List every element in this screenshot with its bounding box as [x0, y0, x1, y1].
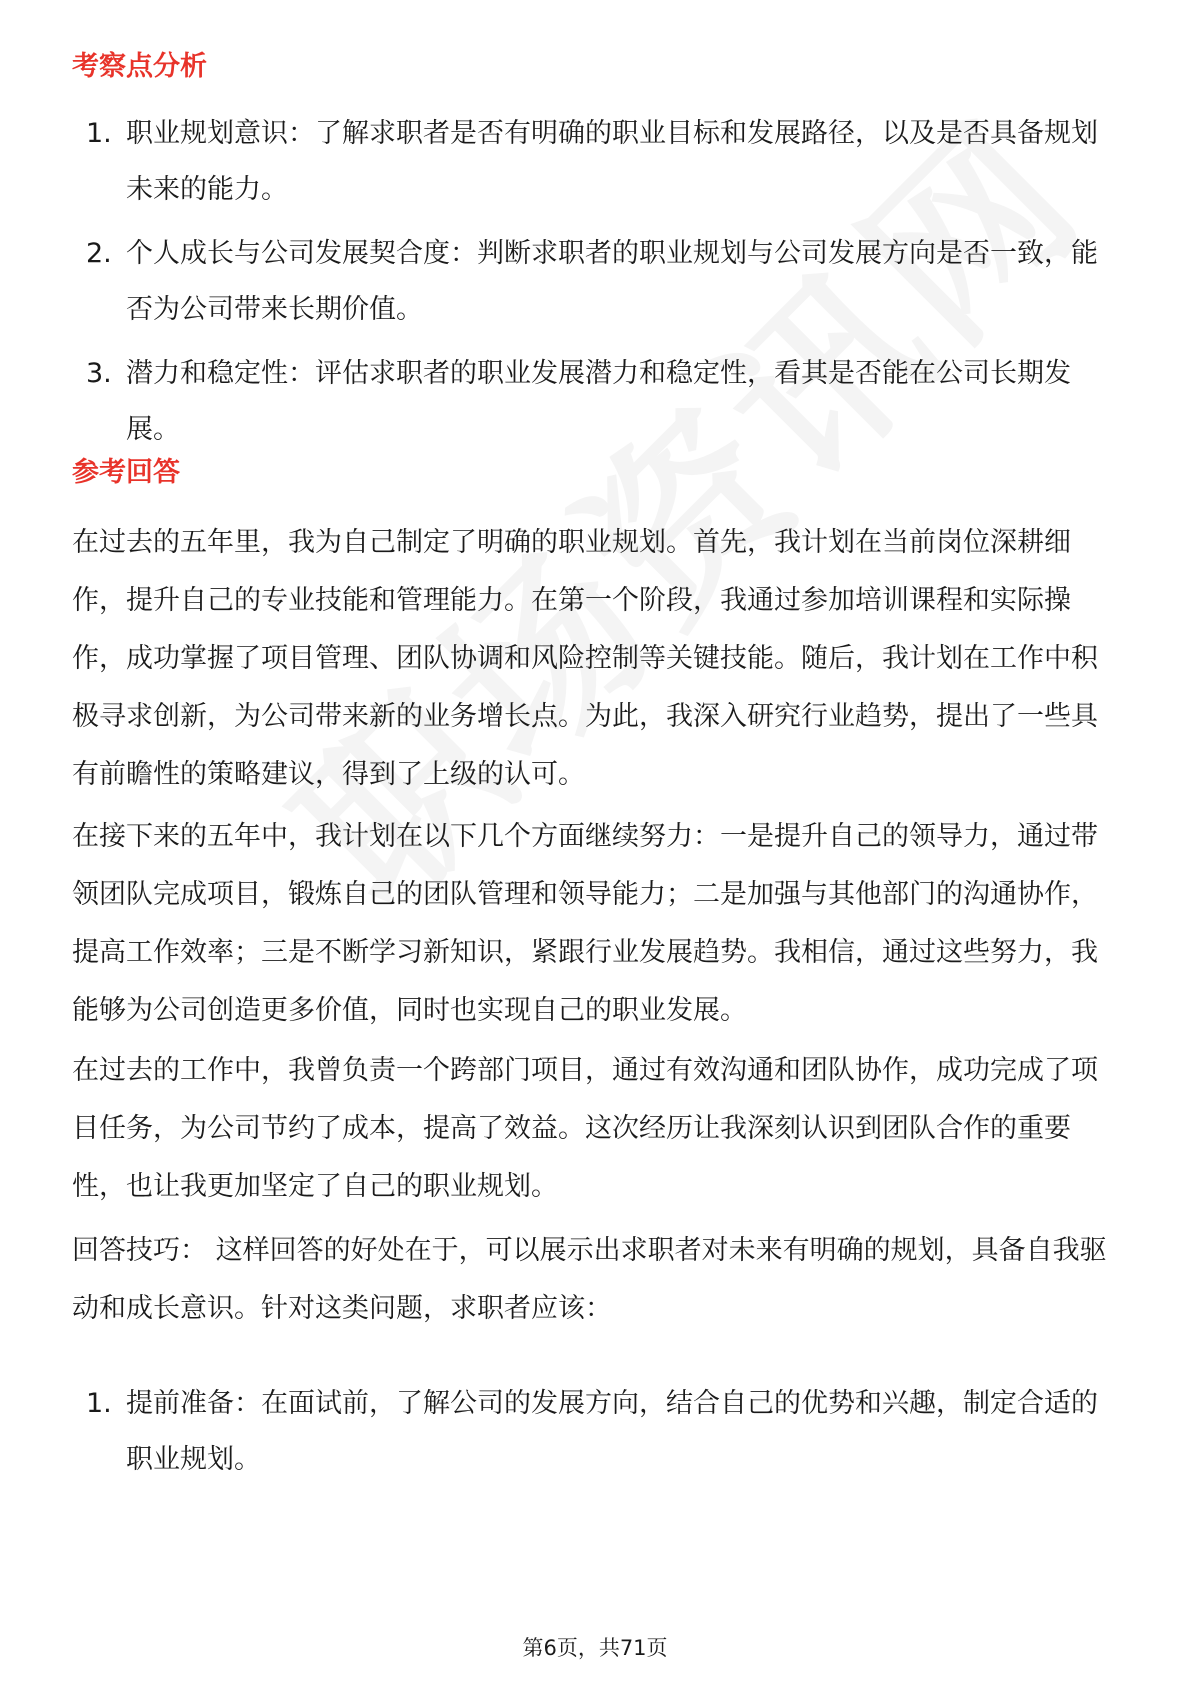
answer-paragraph-2: 在接下来的五年中，我计划在以下几个方面继续努力：一是提升自己的领导力，通过带领团队完成项目，锻炼自己的团队管理和领导能力；二是加强与其他部门的沟通协作，提高工作效率；三是不断学习新知识，紧跟行业发展趋势。我相信，通过这些努力，我能够为公司创造更多价值，同时也实现自己的职业发展。: [72, 821, 1098, 1026]
list-item: [72, 346, 1122, 458]
analysis-list: [72, 106, 1122, 466]
section-heading-analysis: 考察点分析: [72, 51, 207, 82]
answer-tips: 回答技巧： 这样回答的好处在于，可以展示出求职者对未来有明确的规划，具备自我驱动和成长意识。针对这类问题，求职者应该：: [72, 1235, 1107, 1324]
list-number: 1.: [86, 118, 112, 149]
section-heading-answer: 参考回答: [72, 457, 180, 488]
list-number: 3.: [86, 358, 112, 389]
page-footer: 第6页，共71页: [522, 1636, 668, 1660]
list-number: 1.: [86, 1388, 112, 1419]
list-item-text: 职业规划意识：了解求职者是否有明确的职业目标和发展路径，以及是否具备规划未来的能力。: [126, 118, 1098, 205]
list-number: 2.: [86, 238, 112, 269]
list-item: [72, 1376, 1122, 1488]
answer-paragraph-3: 在过去的工作中，我曾负责一个跨部门项目，通过有效沟通和团队协作，成功完成了项目任务，为公司节约了成本，提高了效益。这次经历让我深刻认识到团队合作的重要性，也让我更加坚定了自己的职业规划。: [72, 1055, 1098, 1202]
tips-list: [72, 1376, 1122, 1496]
list-item-text: 提前准备：在面试前，了解公司的发展方向，结合自己的优势和兴趣，制定合适的职业规划。: [126, 1388, 1098, 1475]
list-item: [72, 106, 1122, 218]
list-item-text: 潜力和稳定性：评估求职者的职业发展潜力和稳定性，看其是否能在公司长期发展。: [126, 358, 1071, 445]
answer-paragraph-1: 在过去的五年里，我为自己制定了明确的职业规划。首先，我计划在当前岗位深耕细作，提升自己的专业技能和管理能力。在第一个阶段，我通过参加培训课程和实际操作，成功掌握了项目管理、团队协调和风险控制等关键技能。随后，我计划在工作中积极寻求创新，为公司带来新的业务增长点。为此，我深入研究行业趋势，提出了一些具有前瞻性的策略建议，得到了上级的认可。: [72, 527, 1098, 790]
list-item: [72, 226, 1122, 338]
list-item-text: 个人成长与公司发展契合度：判断求职者的职业规划与公司发展方向是否一致，能否为公司带来长期价值。: [126, 238, 1098, 325]
